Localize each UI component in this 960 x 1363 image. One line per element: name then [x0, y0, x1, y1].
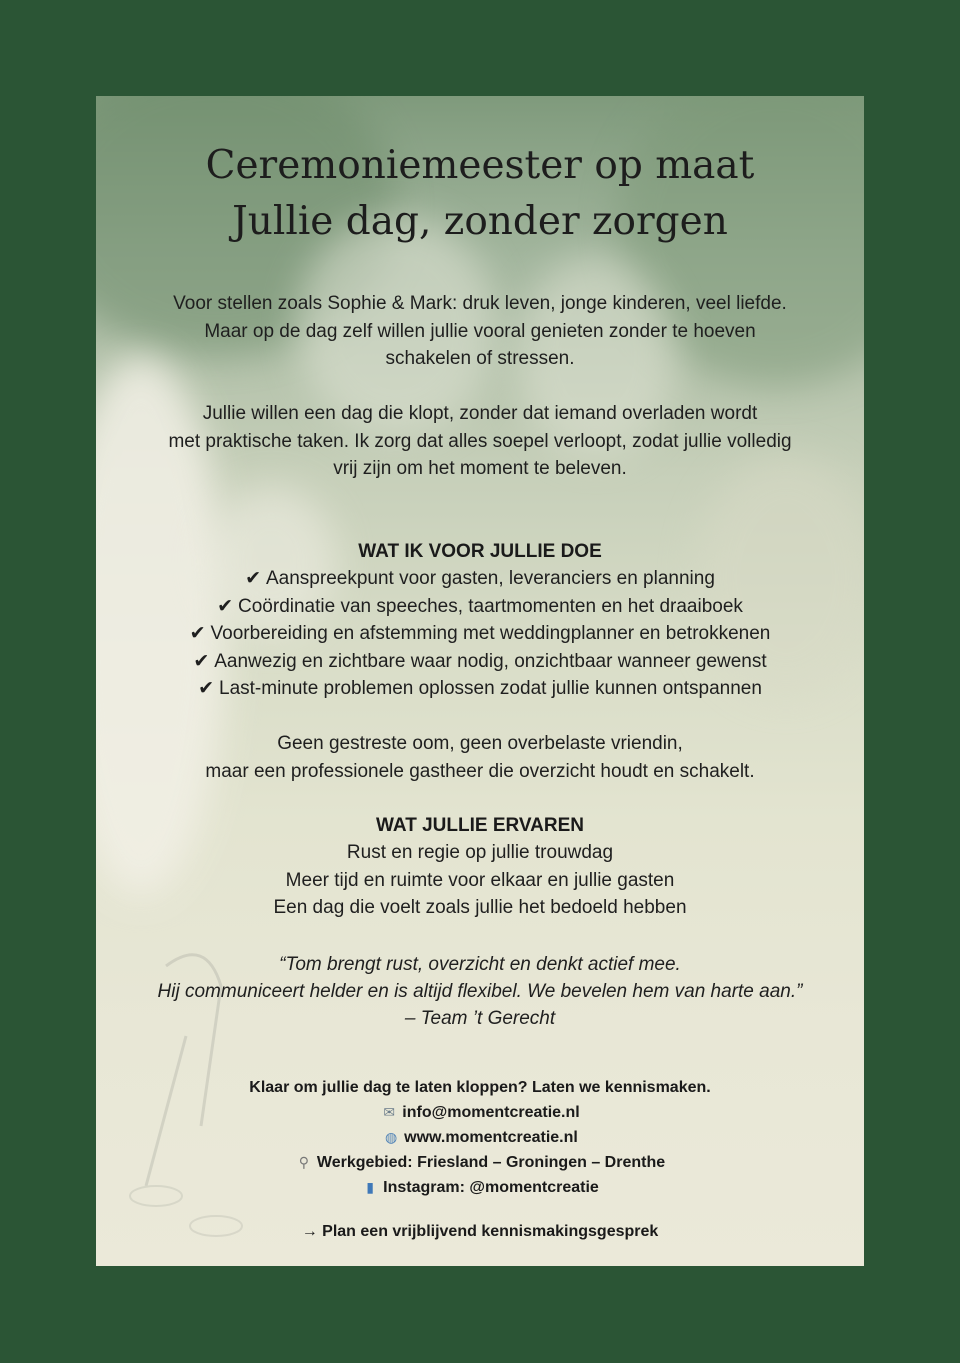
services-list — [96, 565, 864, 703]
contact-instagram-row[interactable] — [96, 1175, 864, 1200]
contrast-paragraph — [126, 730, 834, 785]
list-item: ✔ Aanwezig en zichtbare waar nodig, onzichtbaar wanneer gewenst — [193, 650, 767, 672]
cta-label[interactable]: Plan een vrijblijvend kennismakingsgesprek — [322, 1223, 659, 1240]
list-item: Rust en regie op jullie trouwdag — [346, 842, 614, 863]
contact-website-row[interactable] — [96, 1125, 864, 1150]
intro-p1-line-3: schakelen of stressen. — [385, 348, 575, 369]
checkmark-icon: ✔ — [198, 678, 214, 699]
contact-region-row — [96, 1150, 864, 1175]
contact-block — [96, 1076, 864, 1200]
arrow-right-icon: → — [301, 1223, 318, 1240]
intro-paragraph-2 — [126, 400, 834, 483]
title-line-2: Jullie dag, zonder zorgen — [232, 199, 728, 244]
contrast-line-1: Geen gestreste oom, geen overbelaste vriendin, — [277, 733, 683, 754]
checkmark-icon: ✔ — [245, 568, 261, 589]
testimonial — [116, 951, 844, 1032]
email-link[interactable]: info@momentcreatie.nl — [402, 1104, 580, 1121]
testimonial-author: – Team ’t Gerecht — [404, 1008, 556, 1029]
experience-heading: WAT JULLIE ERVAREN — [376, 815, 584, 836]
intro-p1-line-1: Voor stellen zoals Sophie & Mark: druk leven, jonge kinderen, veel liefde. — [173, 293, 787, 314]
globe-icon: ◍ — [385, 1129, 398, 1145]
intro-p1-line-2: Maar op de dag zelf willen jullie vooral genieten zonder te hoeven — [204, 320, 756, 342]
cta-link[interactable] — [96, 1220, 864, 1244]
pin-icon: ⚲ — [298, 1154, 310, 1170]
region-text: Werkgebied: Friesland – Groningen – Drenthe — [316, 1154, 666, 1171]
instagram-link[interactable]: Instagram: @momentcreatie — [383, 1179, 599, 1196]
testimonial-line-2: Hij communiceert helder en is altijd flexibel. We bevelen hem van harte aan.” — [157, 981, 803, 1002]
list-item: ✔ Coördinatie van speeches, taartmomenten en het draaiboek — [217, 595, 743, 617]
services-heading: WAT IK VOOR JULLIE DOE — [358, 541, 602, 562]
testimonial-line-1: “Tom brengt rust, overzicht en denkt actief mee. — [279, 954, 681, 975]
intro-p2-line-2: met praktische taken. Ik zorg dat alles soepel verloopt, zodat jullie volledig — [168, 430, 792, 452]
contact-email-row[interactable] — [96, 1100, 864, 1125]
phone-icon: ▮ — [366, 1179, 375, 1195]
experience-list — [96, 839, 864, 922]
checkmark-icon: ✔ — [193, 650, 210, 672]
page-title — [96, 138, 864, 250]
contrast-line-2: maar een professionele gastheer die overzicht houdt en schakelt. — [205, 760, 755, 782]
checkmark-icon: ✔ — [217, 595, 234, 617]
list-item: ✔ Last-minute problemen oplossen zodat jullie kunnen ontspannen — [198, 678, 762, 699]
website-link[interactable]: www.momentcreatie.nl — [404, 1129, 578, 1146]
checkmark-icon: ✔ — [189, 623, 206, 644]
intro-p2-line-1: Jullie willen een dag die klopt, zonder dat iemand overladen wordt — [202, 403, 758, 424]
list-item: ✔ Aanspreekpunt voor gasten, leveranciers en planning — [245, 568, 715, 589]
envelope-icon: ✉ — [383, 1104, 396, 1120]
flyer-page — [96, 96, 864, 1266]
list-item: ✔ Voorbereiding en afstemming met weddingplanner en betrokkenen — [189, 623, 771, 644]
list-item: Meer tijd en ruimte voor elkaar en jullie gasten — [285, 869, 675, 891]
intro-p2-line-3: vrij zijn om het moment te beleven. — [333, 458, 627, 479]
flyer-content — [96, 96, 864, 1266]
list-item: Een dag die voelt zoals jullie het bedoeld hebben — [273, 897, 687, 918]
contact-intro: Klaar om jullie dag te laten kloppen? Laten we kennismaken. — [249, 1079, 711, 1096]
title-line-1: Ceremoniemeester op maat — [205, 143, 755, 188]
intro-paragraph-1 — [126, 290, 834, 373]
